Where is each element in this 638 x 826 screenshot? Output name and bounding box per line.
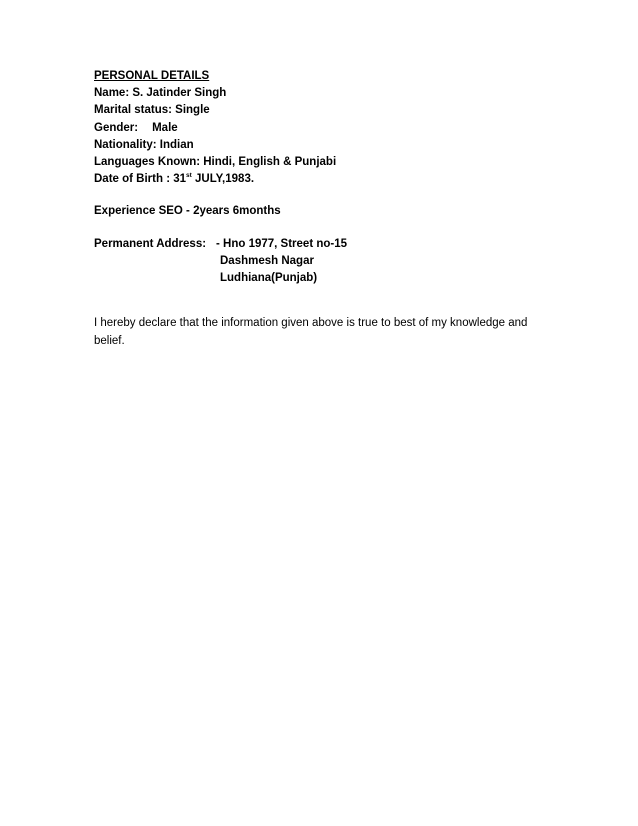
dob-label: Date of Birth : 31 (94, 173, 187, 186)
marital-status-line: Marital status: Single (94, 104, 210, 117)
gender-value: Male (152, 121, 178, 134)
nationality-line: Nationality: Indian (94, 138, 194, 151)
address-line-2: Dashmesh Nagar (220, 254, 314, 267)
gender-line (94, 120, 554, 137)
address-line-1: - Hno 1977, Street no-15 (216, 237, 348, 250)
address-line-3: Ludhiana(Punjab) (220, 271, 318, 284)
date-of-birth-line (94, 171, 554, 188)
dob-rest: JULY,1983. (191, 173, 255, 186)
address-lines (216, 236, 347, 288)
address-label: Permanent Address: (94, 237, 207, 250)
gender-label: Gender: (94, 121, 139, 134)
permanent-address (94, 236, 554, 288)
personal-details-heading: PERSONAL DETAILS (94, 70, 210, 82)
name-line: Name: S. Jatinder Singh (94, 87, 227, 100)
experience-line: Experience SEO - 2years 6months (94, 205, 281, 218)
resume-content (94, 68, 554, 350)
dob-ordinal: st (186, 172, 192, 180)
declaration-text: I hereby declare that the information given above is true to best of my knowledge and belief. (94, 317, 528, 347)
languages-line: Languages Known: Hindi, English & Punjabi (94, 155, 337, 168)
